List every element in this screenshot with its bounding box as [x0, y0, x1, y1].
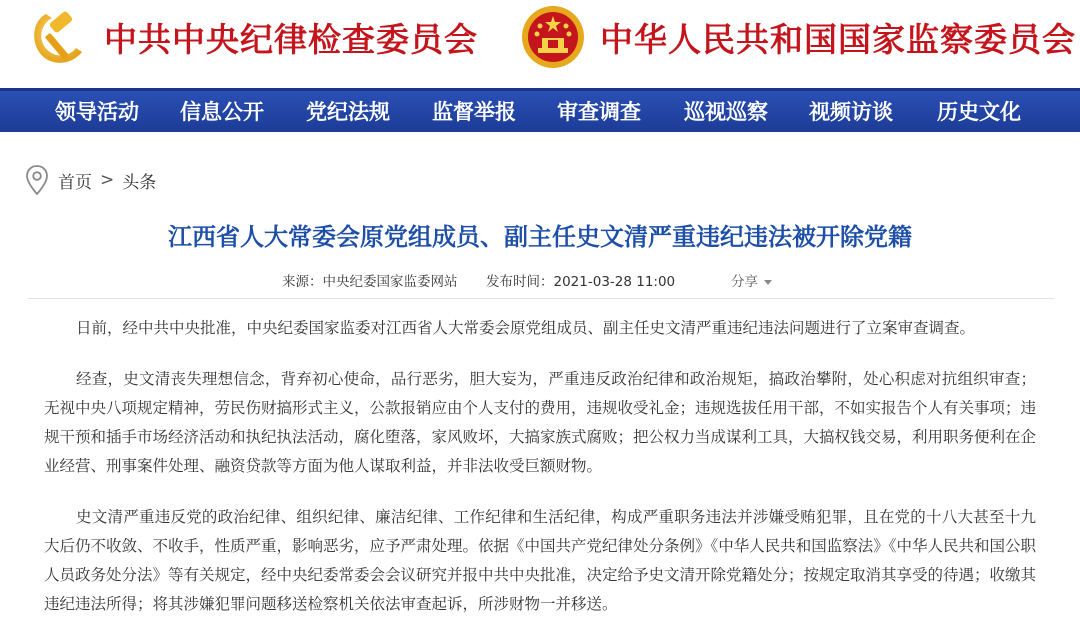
nav-item-info[interactable]: 信息公开 — [180, 99, 264, 124]
share-button[interactable] — [731, 270, 772, 290]
site-header — [0, 0, 1080, 88]
article-publish-time: 发布时间：2021-03-28 11:00 — [486, 274, 676, 290]
nsc-title: 中华人民共和国国家监察委员会 — [600, 20, 1076, 59]
article-paragraph: 史文清严重违反党的政治纪律、组织纪律、廉洁纪律、工作纪律和生活纪律，构成严重职务违法并涉嫌受贿犯罪，且在党的十八大甚至十九大后仍不收敛、不收手，性质严重，影响恶劣，应予严肃处理。依据《中国共产党纪律处分条例》《中华人民共和国监察法》《中华人民共和国公职人员政务处分法》等有关规定，经中央纪委常委会会议研究并报中共中央批准，决定给予史文清开除党籍处分；按规定取消其享受的待遇；收缴其违纪违法所得；将其涉嫌犯罪问题移送检察机关依法审查起诉，所涉财物一并移送。 — [44, 508, 1037, 613]
nav-item-regulations[interactable]: 党纪法规 — [306, 99, 390, 124]
nav-item-inspection[interactable]: 巡视巡察 — [684, 99, 768, 124]
nav-item-report[interactable]: 监督举报 — [432, 99, 516, 124]
breadcrumb-current[interactable]: 头条 — [122, 172, 157, 193]
nav-item-investigation[interactable]: 审查调查 — [557, 99, 641, 124]
breadcrumb — [26, 164, 156, 196]
party-emblem-icon — [26, 6, 90, 70]
nav-item-leadership[interactable]: 领导活动 — [55, 99, 139, 124]
article-paragraph: 经查，史文清丧失理想信念，背弃初心使命，品行恶劣，胆大妄为，严重违反政治纪律和政治规矩，搞政治攀附，处心积虑对抗组织审查；无视中央八项规定精神，劳民伤财搞形式主义，公款报销应由个人支付的费用，违规收受礼金；违规选拔任用干部，不如实报告个人有关事项；违规干预和插手市场经济活动和执纪执法活动，腐化堕落，家风败坏，大搞家族式腐败；把公权力当成谋利工具，大搞权钱交易，利用职务便利在企业经营、刑事案件处理、融资贷款等方面为他人谋取利益，并非法收受巨额财物。 — [44, 370, 1037, 475]
location-pin-icon — [26, 165, 48, 195]
article-paragraph: 日前，经中共中央批准，中央纪委国家监委对江西省人大常委会原党组成员、副主任史文清严重违纪违法问题进行了立案审查调查。 — [76, 319, 976, 337]
article-body — [44, 314, 1036, 641]
article-title: 江西省人大常委会原党组成员、副主任史文清严重违纪违法被开除党籍 — [168, 223, 912, 251]
breadcrumb-separator: > — [100, 170, 115, 190]
chevron-down-icon — [764, 280, 772, 285]
ccdi-title: 中共中央纪律检查委员会 — [104, 20, 478, 59]
article-source: 来源：中央纪委国家监委网站 — [282, 274, 458, 290]
national-emblem-icon — [520, 4, 586, 70]
divider — [28, 298, 1054, 299]
main-nav — [0, 88, 1080, 132]
nav-item-history[interactable]: 历史文化 — [937, 99, 1021, 124]
article-meta — [0, 270, 1080, 292]
breadcrumb-home[interactable]: 首页 — [58, 172, 92, 193]
share-label: 分享 — [731, 274, 758, 290]
nav-item-video[interactable]: 视频访谈 — [809, 99, 893, 124]
